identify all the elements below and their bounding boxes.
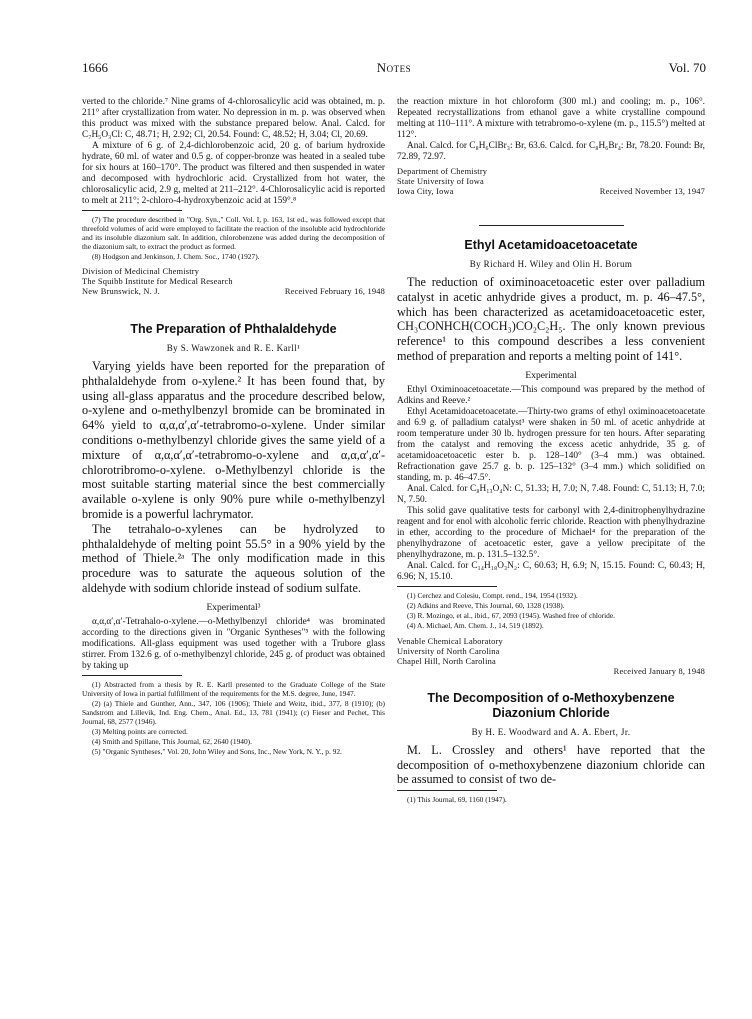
affiliation-institute: The Squibb Institute for Medical Research bbox=[82, 277, 233, 286]
article-body: Varying yields have been reported for the preparation of phthalaldehyde from o-xylene.² It has been found that, by using all-glass apparatus and the procedure described below, o-xylene and o-methylbenzyl bromide can be brominated in 64% yield to α,α,α′,α′-tetrabromo-o-xylene. Under similar conditions o-methylbenzyl chloride gives the same yield of a mixture of α,α,α′,α′-tetrabromo-o-xylene and α,α,α′,α′-chlorotribromo-o-xylene. o-Methylbenzyl chloride is the most suitable starting material since the best commercially available o-xylene is only 90% pure while o-methylbenzyl bromide is a powerful lachrymator. bbox=[82, 359, 385, 521]
footnote: (2) Adkins and Reeve, This Journal, 60, 1328 (1938). bbox=[407, 600, 565, 610]
article-byline: By H. E. Woodward and A. A. Ebert, Jr. bbox=[471, 726, 631, 737]
volume-label: Vol. 70 bbox=[668, 60, 706, 75]
article-byline: By Richard H. Wiley and Olin H. Borum bbox=[469, 259, 633, 269]
affiliation-institute: University of North Carolina bbox=[397, 646, 500, 656]
experimental-text: α,α,α′,α′-Tetrahalo-o-xylene.—o-Methylbenzyl chloride⁴ was brominated according to the directions given in "Organic Syntheses"⁵ with the following modifications. All-glass equipment was used together with a Trubore glass stirrer. From 132.6 g. of o-methylbenzyl chloride, 245 g. of product was obtained by taking up bbox=[82, 616, 385, 671]
left-column bbox=[82, 97, 385, 757]
footnote: (4) Smith and Spillane, This Journal, 62, 2640 (1940). bbox=[92, 736, 252, 746]
footnote-rule bbox=[82, 675, 182, 676]
experimental-text: Ethyl Oximinoacetoacetate.—This compound was prepared by the method of Adkins and Reeve.² bbox=[397, 384, 705, 406]
experimental-text: This solid gave qualitative tests for carbonyl with 2,4-dinitrophenylhydrazine reagent and for enol with alcoholic ferric chloride. Reaction with phenylhydrazine in ether, according to the procedure of Michael⁴ for the preparation of the phenylhydrazone of acetoacetic ester, gave a yellow precipitate of the phenylhydrazone, m. p. 131.5–132.5°. bbox=[397, 505, 705, 560]
footnote: (8) Hodgson and Jenkinson, J. Chem. Soc., 1740 (1927). bbox=[92, 252, 260, 261]
affiliation-department: Department of Chemistry bbox=[397, 167, 488, 176]
affiliation-department: Venable Chemical Laboratory bbox=[397, 636, 503, 646]
article-title: The Decomposition of o-Methoxybenzene Diazonium Chloride bbox=[427, 690, 675, 720]
affiliation-row bbox=[82, 287, 385, 297]
continued-paragraph: Anal. Calcd. for C₈H₆ClBr₃: Br, 63.6. Calcd. for C₈H₆Br₄: Br, 78.20. Found: Br, 72.89, 72.97. bbox=[397, 141, 705, 162]
experimental-text: Ethyl Acetamidoacetoacetate.—Thirty-two grams of ethyl oximinoacetoacetate and 6.9 g. of palladium catalyst³ were shaken in 50 ml. of acetic anhydride at room temperature under 30 lb. hydrogen pressure for ten hours. After separating from the catalyst and removing the excess acetic anhydride, 35 g. of acetamidoacetoacetic ester b. p. 128–140° (3–4 mm.) was obtained. Refractionation gave 25.7 g. b. p. 125–132° (3–4 mm.) which solidified on standing, m. p. 46–47.5°. bbox=[397, 406, 705, 483]
running-head bbox=[82, 60, 706, 78]
continued-paragraph: verted to the chloride.⁷ Nine grams of 4-chlorosalicylic acid was obtained, m. p. 211° after crystallization from water. No depression in m. p. was observed when this product was mixed with the substance prepared below. Anal. Calcd. for C₇H₅O₃Cl: C, 48.71; H, 2.92; Cl, 20.54. Found: C, 48.52; H, 3.04; Cl, 20.69. bbox=[82, 97, 385, 140]
footnote: (4) A. Michael, Am. Chem. J., 14, 519 (1892). bbox=[407, 620, 544, 630]
footnote-rule bbox=[82, 210, 182, 211]
received-date: Received February 16, 1948 bbox=[284, 287, 385, 296]
affiliation-city: New Brunswick, N. J. bbox=[82, 287, 160, 296]
footnote-rule bbox=[397, 790, 497, 791]
footnote-rule bbox=[397, 586, 497, 587]
footnote: (3) Melting points are corrected. bbox=[92, 726, 188, 736]
continued-paragraph: A mixture of 6 g. of 2,4-dichlorobenzoic acid, 20 g. of barium hydroxide hydrate, 60 ml. of water and 0.5 g. of copper-bronze was heated in a sealed tube for six hours at 160–170°. The product was filtered and then suspended in water and decomposed with hydrochloric acid. Crystallized from hot water, the chlorosalicylic acid, 2.9 g, melted at 211–212°. 4-Chlorosalicylic acid is reported to melt at 211°; 2-chloro-4-hydroxybenzoic acid at 159°.⁸ bbox=[82, 141, 385, 206]
experimental-text: Anal. Calcd. for C₈H₁₃O₄N: C, 51.33; H, 7.0; N, 7.48. Found: C, 51.13; H, 7.0; N, 7.50. bbox=[397, 483, 705, 505]
experimental-heading: Experimental³ bbox=[206, 602, 261, 613]
article-title: Ethyl Acetamidoacetoacetate bbox=[464, 238, 638, 252]
article-title: The Preparation of Phthalaldehyde bbox=[130, 322, 337, 336]
footnote: (3) R. Mozingo, et al., ibid., 67, 2093 (1945). Washed free of chloride. bbox=[407, 610, 616, 620]
footnote: (1) Cerchez and Colesiu, Compt. rend., 194, 1954 (1932). bbox=[407, 590, 578, 600]
article-body: The reduction of oximinoacetoacetic ester over palladium catalyst in acetic anhydride gives a product, m. p. 46–47.5°, which has been characterized as acetamidoacetoacetic ester, CH₃CONHCH(COCH₃)CO₂C₂H₅. The only known previous reference¹ to this compound describes a less convenient method of preparation and reports a melting point of 141°. bbox=[397, 275, 705, 363]
article-body: The tetrahalo-o-xylenes can be hydrolyzed to phthalaldehyde of melting point 55.5° in a 90% yield by the method of Thiele.²ᵃ The only modification made in this procedure was to saturate the aqueous solution of the aldehyde with sodium chloride instead of sodium sulfate. bbox=[82, 521, 385, 595]
footnote: (2) (a) Thiele and Gunther, Ann., 347, 106 (1906); Thiele and Weitz, ibid., 377, 8 (1910); (b) Sandstrom and Lillevik, Ind. Eng. Chem., Anal. Ed., 13, 781 (1941); (c) Fieser and Pechet, This Journal, 68, 2577 (1946). bbox=[82, 698, 385, 726]
footnote: (7) The procedure described in "Org. Syn.," Coll. Vol. I, p. 163, 1st ed., was followed except that threefold volumes of acid were employed to facilitate the reaction of the insoluble acid hydrochloride and its insoluble diazonium salt. In addition, chlorobenzene was added during the decomposition of the diazonium salt, to extract the product as formed. bbox=[82, 215, 385, 251]
right-column bbox=[397, 97, 705, 805]
affiliation-city: Chapel Hill, North Carolina bbox=[397, 656, 496, 666]
continued-paragraph: the reaction mixture in hot chloroform (300 ml.) and cooling; m. p., 106°. Repeated recrystallizations from ethanol gave a white crystalline compound melting at 110–111°. A mixture with tetrabromo-o-xylene (m. p., 115.5°) melted at 112°. bbox=[397, 97, 705, 140]
affiliation-city: Iowa City, Iowa bbox=[397, 187, 454, 196]
experimental-text: Anal. Calcd. for C₁₄H₁₈O₃N₂: C, 60.63; H, 6.9; N, 15.15. Found: C, 60.43; H, 6.96; N, 15.10. bbox=[397, 560, 705, 582]
received-date: Received November 13, 1947 bbox=[599, 187, 705, 196]
received-date: Received January 8, 1948 bbox=[613, 666, 705, 676]
article-body: M. L. Crossley and others¹ have reported that the decomposition of o-methoxybenzene diazonium chloride can be assumed to consist of two de- bbox=[397, 742, 705, 787]
footnote: (1) This Journal, 69, 1160 (1947). bbox=[407, 795, 507, 805]
affiliation-institute: State University of Iowa bbox=[397, 177, 484, 186]
experimental-heading: Experimental bbox=[525, 370, 577, 381]
article-byline: By S. Wawzonek and R. E. Karll¹ bbox=[166, 343, 301, 353]
affiliation-row bbox=[397, 187, 705, 197]
footnote: (1) Abstracted from a thesis by R. E. Karll presented to the Graduate College of the State University of Iowa in partial fulfillment of the requirements for the M.S. degree, June, 1947. bbox=[82, 679, 385, 698]
page-number: 1666 bbox=[82, 60, 108, 75]
footnote: (5) "Organic Syntheses," Vol. 20, John Wiley and Sons, Inc., New York, N. Y., p. 92. bbox=[92, 746, 342, 756]
running-title: Notes bbox=[376, 60, 412, 75]
affiliation-department: Division of Medicinal Chemistry bbox=[82, 267, 200, 276]
